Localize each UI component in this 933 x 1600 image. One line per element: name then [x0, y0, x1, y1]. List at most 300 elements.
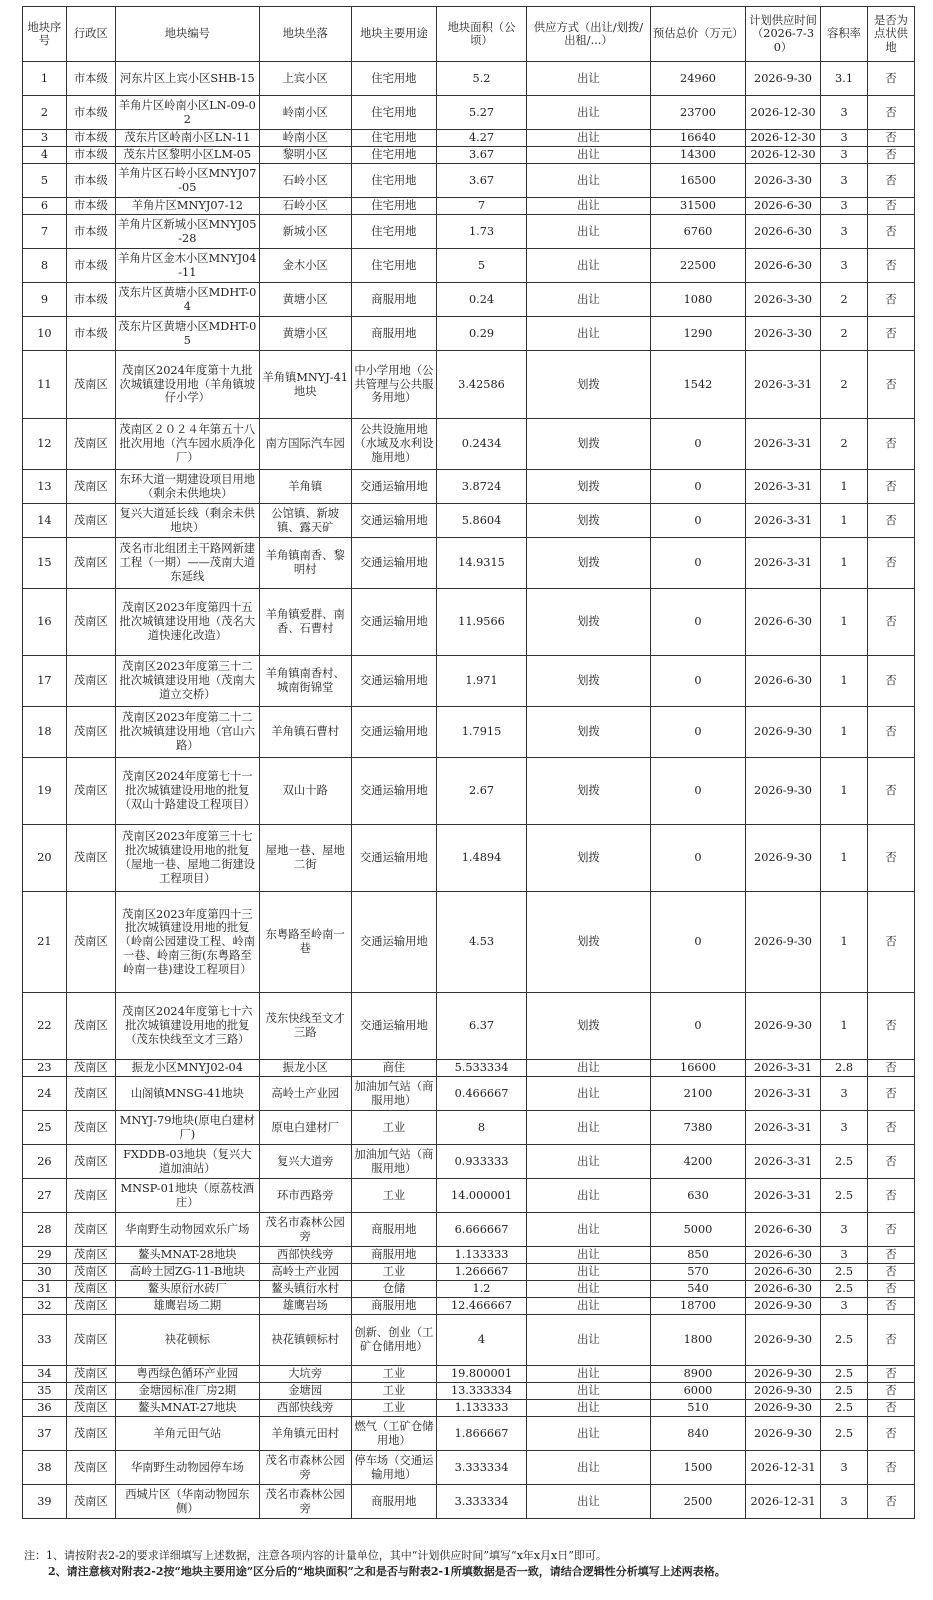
col-land-use-cell: 工业 — [351, 1111, 437, 1145]
col-location-cell: 金塘园 — [259, 1383, 351, 1400]
col-plot-ratio-cell: 3 — [821, 164, 868, 198]
col-supply-method-cell: 出让 — [526, 249, 650, 283]
col-location-cell: 西部快线旁 — [259, 1400, 351, 1417]
col-supply-date-cell: 2026-6-30 — [745, 1281, 820, 1298]
header-col-estimated-price: 预估总价（万元） — [651, 7, 746, 62]
col-estimated-price-cell: 0 — [651, 656, 746, 707]
col-district-cell: 茂南区 — [66, 656, 115, 707]
col-plot-ratio-cell: 2 — [821, 283, 868, 317]
col-location-cell: 羊角镇南香村、城南街锦堂 — [259, 656, 351, 707]
col-supply-method-cell: 出让 — [526, 1485, 650, 1519]
col-point-supply-cell: 否 — [868, 1264, 915, 1281]
col-plot-ratio-cell: 1 — [821, 758, 868, 825]
header-col-supply-date: 计划供应时间（2026-7-30） — [745, 7, 820, 62]
col-district-cell: 茂南区 — [66, 1247, 115, 1264]
col-index-cell: 26 — [23, 1145, 67, 1179]
col-parcel-code-cell: MNSP-01地块（原荔枝酒庄） — [115, 1179, 259, 1213]
col-plot-ratio-cell: 3.1 — [821, 62, 868, 96]
col-parcel-code-cell: 羊角片区新城小区MNYJ05-28 — [115, 215, 259, 249]
col-point-supply-cell: 否 — [868, 249, 915, 283]
col-point-supply-cell: 否 — [868, 147, 915, 164]
col-land-use-cell: 住宅用地 — [351, 164, 437, 198]
col-land-use-cell: 交通运输用地 — [351, 504, 437, 538]
col-location-cell: 茂名市森林公园旁 — [259, 1485, 351, 1519]
col-district-cell: 市本级 — [66, 283, 115, 317]
table-row — [23, 470, 915, 504]
header-col-index: 地块序号 — [23, 7, 67, 62]
col-index-cell: 25 — [23, 1111, 67, 1145]
col-plot-ratio-cell: 3 — [821, 1111, 868, 1145]
col-point-supply-cell: 否 — [868, 1179, 915, 1213]
col-parcel-code-cell: 鳌头MNAT-28地块 — [115, 1247, 259, 1264]
col-land-use-cell: 公共设施用地（水域及水利设施用地） — [351, 419, 437, 470]
col-district-cell: 茂南区 — [66, 1383, 115, 1400]
col-area-cell: 1.73 — [437, 215, 527, 249]
col-supply-method-cell: 出让 — [526, 147, 650, 164]
col-index-cell: 17 — [23, 656, 67, 707]
land-supply-table — [22, 6, 915, 1519]
col-plot-ratio-cell: 1 — [821, 993, 868, 1060]
col-index-cell: 10 — [23, 317, 67, 351]
col-estimated-price-cell: 4200 — [651, 1145, 746, 1179]
table-row — [23, 1281, 915, 1298]
col-estimated-price-cell: 5000 — [651, 1213, 746, 1247]
col-land-use-cell: 加油加气站（商服用地） — [351, 1077, 437, 1111]
col-supply-method-cell: 出让 — [526, 130, 650, 147]
col-supply-date-cell: 2026-3-30 — [745, 317, 820, 351]
col-index-cell: 16 — [23, 589, 67, 656]
col-location-cell: 上宾小区 — [259, 62, 351, 96]
col-supply-date-cell: 2026-12-30 — [745, 96, 820, 130]
col-district-cell: 茂南区 — [66, 351, 115, 419]
col-land-use-cell: 商服用地 — [351, 1213, 437, 1247]
col-parcel-code-cell: 茂名市北组团主干路网新建工程（一期）——茂南大道东延线 — [115, 538, 259, 589]
col-location-cell: 羊角镇 — [259, 470, 351, 504]
col-plot-ratio-cell: 1 — [821, 892, 868, 993]
col-area-cell: 11.9566 — [437, 589, 527, 656]
col-supply-method-cell: 划拨 — [526, 470, 650, 504]
col-supply-method-cell: 出让 — [526, 96, 650, 130]
col-estimated-price-cell: 16500 — [651, 164, 746, 198]
col-supply-date-cell: 2026-9-30 — [745, 1298, 820, 1315]
col-land-use-cell: 燃气（工矿仓储用地） — [351, 1417, 437, 1451]
col-parcel-code-cell: 茂南区2023年度第四十三批次城镇建设用地的批复（岭南公园建设工程、岭南一巷、岭南三街(东粤路至岭南一巷)建设工程项目） — [115, 892, 259, 993]
col-plot-ratio-cell: 1 — [821, 707, 868, 758]
col-point-supply-cell: 否 — [868, 215, 915, 249]
col-index-cell: 35 — [23, 1383, 67, 1400]
col-parcel-code-cell: 茂南区2023年度第三十七批次城镇建设用地的批复（屋地一巷、屋地二街建设工程项目） — [115, 825, 259, 892]
col-parcel-code-cell: 茂南区2023年度第二十二批次城镇建设用地（官山六路） — [115, 707, 259, 758]
col-plot-ratio-cell: 2.5 — [821, 1315, 868, 1366]
col-index-cell: 23 — [23, 1060, 67, 1077]
col-supply-date-cell: 2026-9-30 — [745, 1417, 820, 1451]
col-location-cell: 茂名市森林公园旁 — [259, 1213, 351, 1247]
col-parcel-code-cell: 振龙小区MNYJ02-04 — [115, 1060, 259, 1077]
col-point-supply-cell: 否 — [868, 62, 915, 96]
col-supply-date-cell: 2026-12-30 — [745, 147, 820, 164]
col-supply-date-cell: 2026-3-31 — [745, 1111, 820, 1145]
col-supply-date-cell: 2026-9-30 — [745, 758, 820, 825]
col-supply-date-cell: 2026-6-30 — [745, 1264, 820, 1281]
col-district-cell: 市本级 — [66, 198, 115, 215]
col-supply-method-cell: 划拨 — [526, 351, 650, 419]
col-area-cell: 5.8604 — [437, 504, 527, 538]
col-index-cell: 37 — [23, 1417, 67, 1451]
col-supply-method-cell: 出让 — [526, 1281, 650, 1298]
col-location-cell: 西部快线旁 — [259, 1247, 351, 1264]
col-supply-date-cell: 2026-3-31 — [745, 1145, 820, 1179]
col-district-cell: 茂南区 — [66, 589, 115, 656]
col-index-cell: 11 — [23, 351, 67, 419]
table-row — [23, 164, 915, 198]
col-supply-method-cell: 出让 — [526, 198, 650, 215]
col-estimated-price-cell: 0 — [651, 825, 746, 892]
col-supply-date-cell: 2026-9-30 — [745, 1315, 820, 1366]
col-index-cell: 1 — [23, 62, 67, 96]
col-estimated-price-cell: 850 — [651, 1247, 746, 1264]
col-land-use-cell: 交通运输用地 — [351, 589, 437, 656]
col-index-cell: 18 — [23, 707, 67, 758]
col-location-cell: 黎明小区 — [259, 147, 351, 164]
col-location-cell: 双山十路 — [259, 758, 351, 825]
col-parcel-code-cell: 茂南区2024年度第十九批次城镇建设用地（羊角镇坡仔小学） — [115, 351, 259, 419]
col-district-cell: 茂南区 — [66, 1111, 115, 1145]
col-location-cell: 鳌头镇衍水村 — [259, 1281, 351, 1298]
col-index-cell: 22 — [23, 993, 67, 1060]
col-area-cell: 2.67 — [437, 758, 527, 825]
col-location-cell: 黄塘小区 — [259, 317, 351, 351]
col-parcel-code-cell: 羊角片区岭南小区LN-09-02 — [115, 96, 259, 130]
col-parcel-code-cell: 鳌头原衍水砖厂 — [115, 1281, 259, 1298]
col-estimated-price-cell: 0 — [651, 589, 746, 656]
col-plot-ratio-cell: 2 — [821, 317, 868, 351]
col-district-cell: 市本级 — [66, 215, 115, 249]
col-area-cell: 4 — [437, 1315, 527, 1366]
col-district-cell: 茂南区 — [66, 1451, 115, 1485]
col-area-cell: 1.2 — [437, 1281, 527, 1298]
col-supply-date-cell: 2026-3-30 — [745, 283, 820, 317]
col-plot-ratio-cell: 1 — [821, 470, 868, 504]
col-supply-method-cell: 出让 — [526, 1111, 650, 1145]
col-area-cell: 1.866667 — [437, 1417, 527, 1451]
col-district-cell: 茂南区 — [66, 892, 115, 993]
col-district-cell: 茂南区 — [66, 758, 115, 825]
col-area-cell: 0.2434 — [437, 419, 527, 470]
col-location-cell: 高岭土产业园 — [259, 1264, 351, 1281]
table-row — [23, 538, 915, 589]
col-supply-method-cell: 出让 — [526, 1060, 650, 1077]
col-supply-date-cell: 2026-9-30 — [745, 1400, 820, 1417]
col-area-cell: 0.29 — [437, 317, 527, 351]
table-header-row — [23, 7, 915, 62]
col-area-cell: 0.933333 — [437, 1145, 527, 1179]
col-land-use-cell: 交通运输用地 — [351, 825, 437, 892]
col-supply-method-cell: 出让 — [526, 1366, 650, 1383]
col-district-cell: 茂南区 — [66, 1213, 115, 1247]
header-col-district: 行政区 — [66, 7, 115, 62]
col-land-use-cell: 住宅用地 — [351, 147, 437, 164]
header-col-location: 地块坐落 — [259, 7, 351, 62]
col-location-cell: 复兴大道旁 — [259, 1145, 351, 1179]
col-parcel-code-cell: 茂东片区黄塘小区MDHT-05 — [115, 317, 259, 351]
col-estimated-price-cell: 0 — [651, 707, 746, 758]
table-row — [23, 419, 915, 470]
col-district-cell: 市本级 — [66, 317, 115, 351]
col-supply-date-cell: 2026-9-30 — [745, 892, 820, 993]
col-index-cell: 34 — [23, 1366, 67, 1383]
col-supply-date-cell: 2026-3-30 — [745, 164, 820, 198]
col-estimated-price-cell: 840 — [651, 1417, 746, 1451]
col-supply-date-cell: 2026-9-30 — [745, 993, 820, 1060]
header-col-plot-ratio: 容积率 — [821, 7, 868, 62]
col-location-cell: 羊角镇MNYJ-41地块 — [259, 351, 351, 419]
col-supply-method-cell: 出让 — [526, 283, 650, 317]
col-parcel-code-cell: 西城片区（华南动物园东侧） — [115, 1485, 259, 1519]
col-land-use-cell: 交通运输用地 — [351, 470, 437, 504]
col-parcel-code-cell: 河东片区上宾小区SHB-15 — [115, 62, 259, 96]
header-col-supply-method: 供应方式（出让/划拨/出租/...） — [526, 7, 650, 62]
col-district-cell: 茂南区 — [66, 707, 115, 758]
col-point-supply-cell: 否 — [868, 1060, 915, 1077]
col-district-cell: 市本级 — [66, 147, 115, 164]
col-index-cell: 8 — [23, 249, 67, 283]
col-area-cell: 3.333334 — [437, 1451, 527, 1485]
col-plot-ratio-cell: 2.5 — [821, 1179, 868, 1213]
col-supply-method-cell: 出让 — [526, 1247, 650, 1264]
table-row — [23, 1247, 915, 1264]
col-land-use-cell: 仓储 — [351, 1281, 437, 1298]
col-supply-method-cell: 划拨 — [526, 758, 650, 825]
col-land-use-cell: 工业 — [351, 1400, 437, 1417]
col-estimated-price-cell: 0 — [651, 758, 746, 825]
col-plot-ratio-cell: 2.5 — [821, 1145, 868, 1179]
col-area-cell: 8 — [437, 1111, 527, 1145]
col-land-use-cell: 住宅用地 — [351, 96, 437, 130]
header-col-area: 地块面积（公顷） — [437, 7, 527, 62]
col-district-cell: 茂南区 — [66, 1315, 115, 1366]
col-parcel-code-cell: 袂花顿标 — [115, 1315, 259, 1366]
col-estimated-price-cell: 0 — [651, 504, 746, 538]
col-location-cell: 新城小区 — [259, 215, 351, 249]
col-land-use-cell: 工业 — [351, 1264, 437, 1281]
col-point-supply-cell: 否 — [868, 1485, 915, 1519]
col-index-cell: 14 — [23, 504, 67, 538]
col-land-use-cell: 交通运输用地 — [351, 538, 437, 589]
col-estimated-price-cell: 8900 — [651, 1366, 746, 1383]
col-point-supply-cell: 否 — [868, 1366, 915, 1383]
col-location-cell: 东粤路至岭南一巷 — [259, 892, 351, 993]
col-plot-ratio-cell: 3 — [821, 198, 868, 215]
col-parcel-code-cell: 茂南区２０２４年第五十八批次用地（汽车园水质净化厂） — [115, 419, 259, 470]
col-land-use-cell: 工业 — [351, 1179, 437, 1213]
col-area-cell: 6.37 — [437, 993, 527, 1060]
col-supply-method-cell: 出让 — [526, 1213, 650, 1247]
table-body — [23, 62, 915, 1519]
note-line-1: 注：1、请按附表2-2的要求详细填写上述数据，注意各项内容的计量单位，其中“计划供应时间”填写“x年x月x日”即可。 — [24, 1549, 607, 1562]
col-estimated-price-cell: 0 — [651, 419, 746, 470]
col-district-cell: 茂南区 — [66, 825, 115, 892]
table-row — [23, 130, 915, 147]
col-supply-date-cell: 2026-9-30 — [745, 707, 820, 758]
col-point-supply-cell: 否 — [868, 707, 915, 758]
col-estimated-price-cell: 23700 — [651, 96, 746, 130]
col-district-cell: 茂南区 — [66, 1060, 115, 1077]
col-supply-date-cell: 2026-9-30 — [745, 825, 820, 892]
col-supply-date-cell: 2026-3-31 — [745, 1077, 820, 1111]
col-location-cell: 雄鹰岩场 — [259, 1298, 351, 1315]
col-point-supply-cell: 否 — [868, 892, 915, 993]
col-estimated-price-cell: 630 — [651, 1179, 746, 1213]
col-supply-method-cell: 出让 — [526, 1417, 650, 1451]
col-supply-date-cell: 2026-6-30 — [745, 589, 820, 656]
col-point-supply-cell: 否 — [868, 317, 915, 351]
col-supply-method-cell: 出让 — [526, 1400, 650, 1417]
col-supply-method-cell: 出让 — [526, 1145, 650, 1179]
col-parcel-code-cell: 茂南区2023年度第四十五批次城镇建设用地（茂名大道快速化改造） — [115, 589, 259, 656]
col-estimated-price-cell: 18700 — [651, 1298, 746, 1315]
col-area-cell: 5.27 — [437, 96, 527, 130]
col-district-cell: 茂南区 — [66, 1485, 115, 1519]
col-location-cell: 公馆镇、新坡镇、露天矿 — [259, 504, 351, 538]
col-supply-method-cell: 划拨 — [526, 419, 650, 470]
col-supply-date-cell: 2026-3-31 — [745, 538, 820, 589]
table-row — [23, 1179, 915, 1213]
col-plot-ratio-cell: 3 — [821, 1213, 868, 1247]
col-location-cell: 羊角镇爱群、南香、石曹村 — [259, 589, 351, 656]
col-index-cell: 38 — [23, 1451, 67, 1485]
col-area-cell: 3.67 — [437, 164, 527, 198]
col-plot-ratio-cell: 3 — [821, 249, 868, 283]
col-index-cell: 32 — [23, 1298, 67, 1315]
col-point-supply-cell: 否 — [868, 419, 915, 470]
col-supply-date-cell: 2026-3-31 — [745, 504, 820, 538]
col-supply-date-cell: 2026-3-31 — [745, 1179, 820, 1213]
col-index-cell: 21 — [23, 892, 67, 993]
col-supply-date-cell: 2026-6-30 — [745, 1247, 820, 1264]
col-parcel-code-cell: 华南野生动物园停车场 — [115, 1451, 259, 1485]
col-plot-ratio-cell: 2 — [821, 419, 868, 470]
col-point-supply-cell: 否 — [868, 164, 915, 198]
col-area-cell: 14.000001 — [437, 1179, 527, 1213]
col-location-cell: 石岭小区 — [259, 198, 351, 215]
col-supply-date-cell: 2026-6-30 — [745, 1213, 820, 1247]
col-parcel-code-cell: MNYJ-79地块(原电白建材厂) — [115, 1111, 259, 1145]
col-estimated-price-cell: 570 — [651, 1264, 746, 1281]
table-row — [23, 96, 915, 130]
col-land-use-cell: 住宅用地 — [351, 130, 437, 147]
col-parcel-code-cell: 高岭土园ZG-11-B地块 — [115, 1264, 259, 1281]
col-parcel-code-cell: 粤西绿色循环产业园 — [115, 1366, 259, 1383]
col-location-cell: 岭南小区 — [259, 96, 351, 130]
col-estimated-price-cell: 540 — [651, 1281, 746, 1298]
col-estimated-price-cell: 2100 — [651, 1077, 746, 1111]
table-row — [23, 1060, 915, 1077]
table-notes — [24, 1548, 919, 1580]
col-parcel-code-cell: 羊角片区金木小区MNYJ04-11 — [115, 249, 259, 283]
col-district-cell: 茂南区 — [66, 1298, 115, 1315]
col-area-cell: 5 — [437, 249, 527, 283]
col-district-cell: 市本级 — [66, 62, 115, 96]
col-supply-method-cell: 划拨 — [526, 538, 650, 589]
col-plot-ratio-cell: 1 — [821, 656, 868, 707]
col-index-cell: 9 — [23, 283, 67, 317]
col-point-supply-cell: 否 — [868, 589, 915, 656]
col-supply-method-cell: 出让 — [526, 215, 650, 249]
header-col-parcel-code: 地块编号 — [115, 7, 259, 62]
col-point-supply-cell: 否 — [868, 1451, 915, 1485]
col-index-cell: 2 — [23, 96, 67, 130]
col-estimated-price-cell: 1500 — [651, 1451, 746, 1485]
col-index-cell: 12 — [23, 419, 67, 470]
col-district-cell: 茂南区 — [66, 1264, 115, 1281]
col-location-cell: 黄塘小区 — [259, 283, 351, 317]
col-supply-date-cell: 2026-12-30 — [745, 130, 820, 147]
col-supply-date-cell: 2026-12-31 — [745, 1485, 820, 1519]
col-supply-method-cell: 划拨 — [526, 993, 650, 1060]
col-location-cell: 原电白建材厂 — [259, 1111, 351, 1145]
table-row — [23, 504, 915, 538]
col-plot-ratio-cell: 2.5 — [821, 1383, 868, 1400]
col-district-cell: 茂南区 — [66, 993, 115, 1060]
col-point-supply-cell: 否 — [868, 1111, 915, 1145]
col-area-cell: 4.27 — [437, 130, 527, 147]
col-land-use-cell: 商服用地 — [351, 317, 437, 351]
col-land-use-cell: 住宅用地 — [351, 215, 437, 249]
col-index-cell: 13 — [23, 470, 67, 504]
col-supply-method-cell: 出让 — [526, 1179, 650, 1213]
col-supply-method-cell: 出让 — [526, 1383, 650, 1400]
col-location-cell: 羊角镇南香、黎明村 — [259, 538, 351, 589]
col-estimated-price-cell: 1080 — [651, 283, 746, 317]
col-plot-ratio-cell: 3 — [821, 1077, 868, 1111]
col-parcel-code-cell: 鳌头MNAT-27地块 — [115, 1400, 259, 1417]
col-land-use-cell: 商服用地 — [351, 1298, 437, 1315]
col-point-supply-cell: 否 — [868, 538, 915, 589]
col-area-cell: 3.67 — [437, 147, 527, 164]
col-estimated-price-cell: 2500 — [651, 1485, 746, 1519]
col-land-use-cell: 停车场（交通运输用地） — [351, 1451, 437, 1485]
col-district-cell: 茂南区 — [66, 1145, 115, 1179]
col-location-cell: 屋地一巷、屋地二街 — [259, 825, 351, 892]
col-area-cell: 5.533334 — [437, 1060, 527, 1077]
col-supply-method-cell: 出让 — [526, 1264, 650, 1281]
col-index-cell: 4 — [23, 147, 67, 164]
col-land-use-cell: 交通运输用地 — [351, 892, 437, 993]
col-district-cell: 茂南区 — [66, 1400, 115, 1417]
col-point-supply-cell: 否 — [868, 470, 915, 504]
col-estimated-price-cell: 1542 — [651, 351, 746, 419]
col-land-use-cell: 住宅用地 — [351, 62, 437, 96]
note-line-2: 2、请注意核对附表2-2按“地块主要用途”区分后的“地块面积”之和是否与附表2-1所填数据是否一致，请结合逻辑性分析填写上述两表格。 — [48, 1565, 726, 1578]
col-district-cell: 市本级 — [66, 96, 115, 130]
col-district-cell: 茂南区 — [66, 538, 115, 589]
col-estimated-price-cell: 6000 — [651, 1383, 746, 1400]
col-parcel-code-cell: 东环大道一期建设项目用地（剩余未供地块） — [115, 470, 259, 504]
col-location-cell: 南方国际汽车园 — [259, 419, 351, 470]
col-plot-ratio-cell: 2.5 — [821, 1264, 868, 1281]
col-index-cell: 20 — [23, 825, 67, 892]
col-plot-ratio-cell: 1 — [821, 825, 868, 892]
col-supply-date-cell: 2026-6-30 — [745, 249, 820, 283]
table-row — [23, 1400, 915, 1417]
col-estimated-price-cell: 0 — [651, 993, 746, 1060]
col-area-cell: 1.7915 — [437, 707, 527, 758]
col-plot-ratio-cell: 3 — [821, 1485, 868, 1519]
col-parcel-code-cell: 茂东片区黄塘小区MDHT-04 — [115, 283, 259, 317]
col-area-cell: 4.53 — [437, 892, 527, 993]
col-index-cell: 30 — [23, 1264, 67, 1281]
col-area-cell: 12.466667 — [437, 1298, 527, 1315]
